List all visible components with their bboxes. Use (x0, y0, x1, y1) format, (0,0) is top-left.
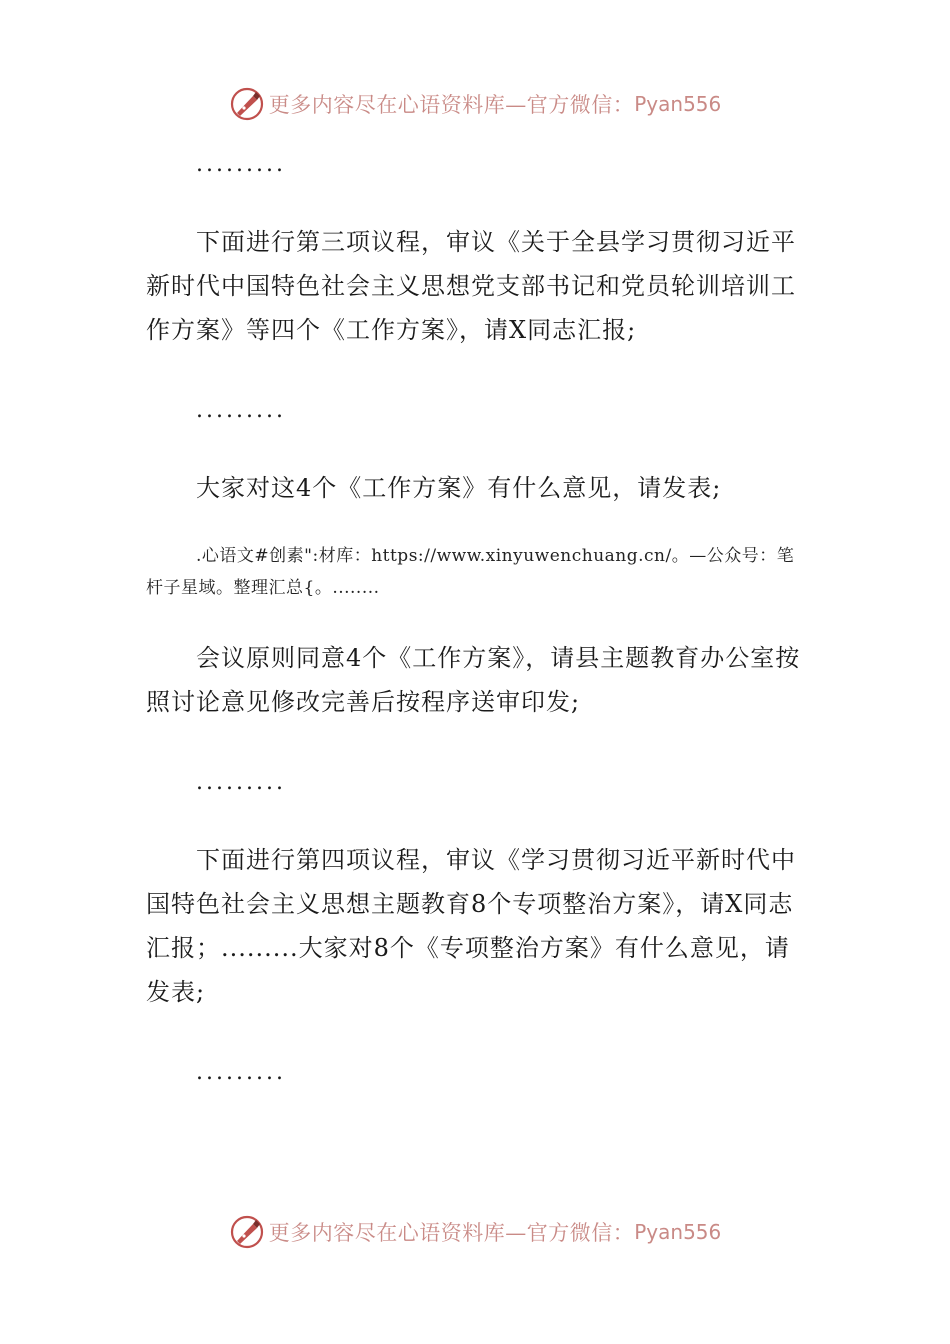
footer-banner-text: 更多内容尽在心语资料库—官方微信： (268, 1221, 635, 1245)
footer-banner (0, 1212, 950, 1252)
header-banner-text: 更多内容尽在心语资料库—官方微信： (268, 93, 635, 117)
paragraph-agenda-4: 下面进行第四项议程，审议《学习贯彻习近平新时代中国特色社会主义思想主题教育8个专项整治方案》，请X同志汇报；.........大家对8个《专项整治方案》有什么意见，请发表; (146, 846, 796, 1006)
document-body (146, 150, 810, 1088)
header-banner-wechat: Pyan556 (634, 92, 722, 116)
pen-nib-logo-icon (229, 1214, 265, 1250)
ellipsis-line: ......... (196, 770, 286, 795)
paragraph-agree: 会议原则同意4个《工作方案》，请县主题教育办公室按照讨论意见修改完善后按程序送审印发; (146, 644, 801, 716)
paragraph-agenda-3: 下面进行第三项议程，审议《关于全县学习贯彻习近平新时代中国特色社会主义思想党支部书记和党员轮训培训工作方案》等四个《工作方案》，请X同志汇报; (146, 228, 796, 344)
footer-banner-wechat: Pyan556 (634, 1220, 722, 1244)
paragraph-opinion: 大家对这4个《工作方案》有什么意见，请发表; (196, 474, 722, 502)
ellipsis-line: ......... (196, 152, 286, 177)
header-banner (0, 84, 950, 124)
pen-nib-logo-icon (229, 86, 265, 122)
watermark-line: .心语文#创素":材库：https://www.xinyuwenchuang.cn/。—公众号：笔杆子星域。整理汇总{。........ (146, 546, 795, 598)
ellipsis-line: ......... (196, 1060, 286, 1085)
ellipsis-line: ......... (196, 398, 286, 423)
